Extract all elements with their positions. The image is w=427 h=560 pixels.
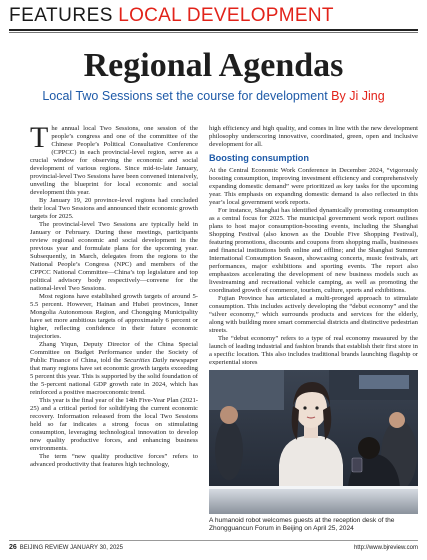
footer-url[interactable]: http://www.bjreview.com — [353, 545, 418, 551]
article-column-left — [30, 125, 198, 533]
section-subheading: Boosting consumption — [209, 153, 310, 163]
section-topic: LOCAL DEVELOPMENT — [118, 5, 334, 26]
section-header — [9, 5, 334, 27]
article-paragraph: The annual local Two Sessions, one session of the people’s congress and one of the committee of the Chinese People’s Political Consultative Conference (CPPCC) in each provincial-level region, serve as a crucial window for observing the economic and social development of various regions. Since mid-to-late January, provincial-level Two Sessions have been convened intensively, unveiling the blueprint for local economic and social development this year. — [30, 125, 198, 196]
article-paragraph: Fujian Province has articulated a multi-pronged approach to stimulate consumption. This includes actively developing the “debut economy” and the “silver economy,” which surrounds products and services for the elderly, along with building more smart commercial districts and distinctive pedestrian streets. — [209, 295, 418, 334]
page-number: 26 — [9, 544, 17, 551]
publication-name: Securities Daily — [123, 357, 168, 364]
header-rule-thin — [9, 32, 418, 33]
header-rule — [9, 29, 418, 31]
article-paragraph: The provincial-level Two Sessions are typically held in January or February. During these meetings, participants review regional economic and social development in the previous year and formulate plans for the upcoming year. Subsequently, in March, delegates from the regions to the National People’s Congress (NPC) and members of the CPPCC National Committee—China’s top legislature and top political advisory body respectively—convene for the national-level Two Sessions. — [30, 221, 198, 292]
article-paragraph: The term “new quality productive forces” refers to advanced productivity that features high technology, — [30, 453, 198, 468]
article-photo — [209, 370, 418, 514]
article-paragraph: The “debut economy” refers to a type of real economy measured by the launch of leading industrial and fashion brands that establish their first store in a specific location. This also includes traditional brands launching flagship or experiential stores — [209, 335, 418, 365]
article-column-right — [209, 125, 418, 365]
byline: By Ji Jing — [331, 89, 385, 103]
photo-caption: A humanoid robot welcomes guests at the reception desk of the Zhongguancun Forum in Beijing on April 25, 2024 — [209, 517, 395, 533]
article-paragraph: For instance, Shanghai has identified dynamically promoting consumption as a central focus for 2025. The municipal government work report outlines plans to host major consumption-boosting events, including the Shanghai Shopping Festival (also known as the Double Five Shopping Festival), featuring promotions, discounts and coupons from shopping malls, businesses and financial institutions both online and offline; and the Shanghai Summer International Consumption Season, showcasing concerts, music festivals, art performances, major exhibitions and sporting events. The report also emphasizes accelerating the development of new business models such as livestreaming and recreational vehicle camping, as well as promoting the coordinated growth of commerce, tourism, culture, sports and exhibitions. — [209, 207, 418, 294]
robot-photo-illustration — [209, 370, 418, 514]
drop-cap: T — [30, 125, 49, 154]
publication-issue: BEIJING REVIEW JANUARY 30, 2025 — [19, 545, 123, 551]
subheadline — [9, 88, 418, 104]
page-title: Regional Agendas — [83, 47, 344, 84]
article-paragraph: At the Central Economic Work Conference in December 2024, “vigorously boosting consumption, improving investment efficiency and comprehensively expanding domestic demand” were prioritized as key tasks for the upcoming year. This emphasis on expanding domestic demand is also reflected in this year’s local government work reports. — [209, 167, 418, 206]
footer-left — [9, 543, 123, 553]
section-label: FEATURES — [9, 5, 113, 26]
subheadline-text: Local Two Sessions set the course for development — [42, 89, 328, 103]
article-paragraph: Zhang Yiqun, Deputy Director of the China Special Committee on Budget Performance under the Society of Public Finance of China, told the Securities Daily newspaper that many regions have set economic growth targets exceeding 5 percent this year. This is supported by the solid foundation of the 5-percent national GDP growth rate in 2024, which has reinforced a positive macroeconomic trend. — [30, 341, 198, 396]
article-paragraph: By January 19, 20 province-level regions had concluded their local Two Sessions and announced their economic growth targets for 2025. — [30, 197, 198, 220]
article-paragraph: Most regions have established growth targets of around 5-5.5 percent. However, Hainan and Hubei provinces, Inner Mongolia Autonomous Region, and Chongqing Municipality have set more ambitious targets of approximately 6 percent or higher, reflecting confidence in their future economic trajectories. — [30, 293, 198, 340]
article-paragraph: high efficiency and high quality, and comes in line with the new development philosophy underscoring innovative, coordinated, green, open and inclusive development for all. — [209, 125, 418, 148]
article-paragraph: This year is the final year of the 14th Five-Year Plan (2021-25) and a critical period for solidifying the current economic recovery. Information released from the local Two Sessions held so far indicates a strong focus on stimulating consumption, leveraging technological innovation to develop new quality productive forces, and enhancing business environments. — [30, 397, 198, 452]
footer-rule — [9, 540, 418, 541]
